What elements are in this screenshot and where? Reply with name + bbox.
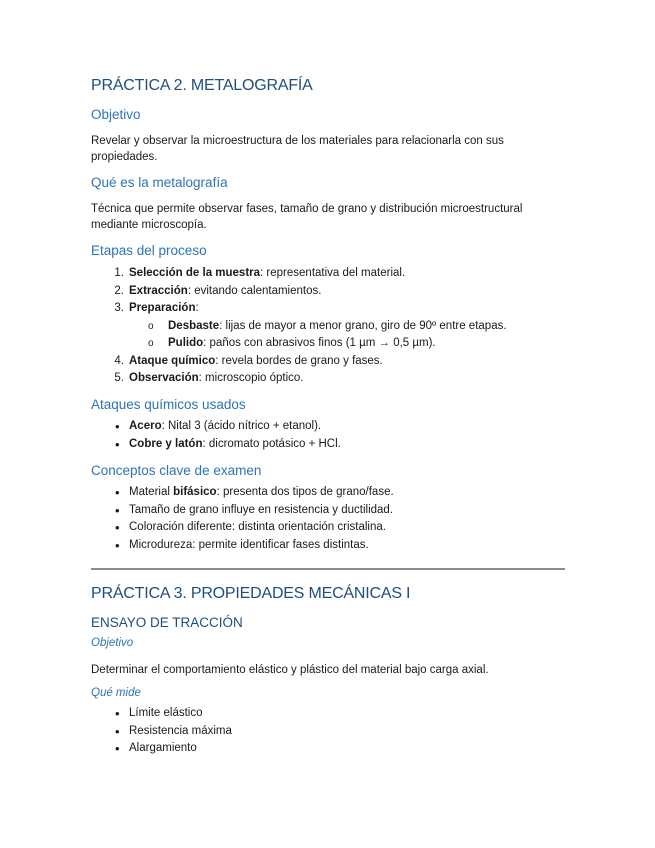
section-divider	[91, 568, 565, 570]
que-es-text: Técnica que permite observar fases, tamaño de grano y distribución microestructural mediante microscopía.	[91, 203, 523, 231]
term: Ataque químico	[129, 354, 216, 367]
bullet-icon: •	[115, 537, 120, 553]
objetivo-text: Revelar y observar la microestructura de los materiales para relacionarla con sus propiedades.	[91, 135, 504, 163]
description: : representativa del material.	[260, 267, 406, 279]
text: Alargamiento	[129, 742, 197, 754]
list-number: 5.	[114, 372, 124, 384]
text: Resistencia máxima	[129, 724, 232, 737]
bullet-icon: •	[115, 520, 120, 535]
mide-list	[91, 705, 565, 758]
sub-list-item	[91, 335, 565, 353]
list-number: 3.	[114, 302, 124, 314]
description: : paños con abrasivos finos (1 µm → 0,5 µm).	[203, 337, 436, 349]
practica-3-title: PRÁCTICA 3. PROPIEDADES MECÁNICAS I	[91, 585, 411, 602]
description: : revela bordes de grano y fases.	[215, 354, 383, 367]
objetivo-heading: Objetivo	[91, 107, 141, 122]
objetivo-subheading: Objetivo	[91, 637, 134, 649]
text: Tamaño de grano influye en resistencia y ductilidad.	[129, 503, 394, 516]
term: Cobre y latón	[129, 437, 203, 450]
bullet-icon: •	[115, 485, 120, 500]
list-item	[91, 723, 565, 741]
list-item	[91, 265, 565, 283]
list-number: 1.	[114, 267, 124, 279]
list-item	[91, 484, 565, 502]
bullet-icon: •	[115, 419, 120, 434]
practica-2-title: PRÁCTICA 2. METALOGRAFÍA	[91, 77, 313, 94]
description: :	[195, 302, 199, 314]
que-mide-subheading: Qué mide	[91, 687, 141, 699]
ataques-heading: Ataques químicos usados	[91, 397, 246, 412]
circle-bullet-icon: o	[148, 338, 154, 349]
text: Microdureza: permite identificar fases distintas.	[129, 538, 369, 551]
list-item	[91, 370, 565, 388]
text: Material	[129, 486, 174, 498]
conceptos-heading: Conceptos clave de examen	[91, 463, 262, 478]
text: Límite elástico	[129, 707, 203, 719]
list-item	[91, 519, 565, 537]
list-item	[91, 353, 565, 371]
ensayo-traccion-heading: ENSAYO DE TRACCIÓN	[91, 615, 243, 630]
list-item	[91, 283, 565, 301]
bullet-icon: •	[115, 502, 120, 518]
term: bifásico	[173, 486, 217, 498]
description: : Nital 3 (ácido nítrico + etanol).	[161, 420, 322, 432]
description: : dicromato potásico + HCl.	[202, 437, 341, 450]
etapas-list	[91, 265, 565, 388]
term: Acero	[129, 420, 162, 432]
text: Coloración diferente: distinta orientación cristalina.	[129, 521, 386, 533]
etapas-heading: Etapas del proceso	[91, 243, 207, 258]
description: : presenta dos tipos de grano/fase.	[216, 486, 394, 498]
ataques-list	[91, 418, 565, 453]
bullet-icon: •	[115, 436, 120, 452]
objetivo-text: Determinar el comportamiento elástico y plástico del material bajo carga axial.	[91, 664, 489, 676]
list-item	[91, 740, 565, 758]
bullet-icon: •	[115, 723, 120, 739]
description: : microscopio óptico.	[198, 372, 304, 384]
term: Extracción	[129, 284, 188, 297]
sub-list-item	[91, 318, 565, 336]
term: Desbaste	[168, 319, 220, 332]
list-item	[91, 502, 565, 520]
que-es-heading: Qué es la metalografía	[91, 175, 228, 190]
list-item	[91, 300, 565, 318]
list-item	[91, 705, 565, 723]
term: Observación	[129, 372, 199, 384]
list-item	[91, 436, 565, 454]
conceptos-list	[91, 484, 565, 554]
term: Pulido	[168, 337, 204, 349]
bullet-icon: •	[115, 706, 120, 721]
list-item	[91, 537, 565, 555]
list-number: 2.	[114, 284, 124, 297]
term: Selección de la muestra	[129, 267, 261, 279]
description: : lijas de mayor a menor grano, giro de 90º entre etapas.	[219, 319, 507, 332]
list-number: 4.	[114, 354, 124, 367]
bullet-icon: •	[115, 741, 120, 756]
description: : evitando calentamientos.	[187, 284, 322, 297]
term: Preparación	[129, 302, 196, 314]
circle-bullet-icon: o	[148, 320, 154, 332]
list-item	[91, 418, 565, 436]
